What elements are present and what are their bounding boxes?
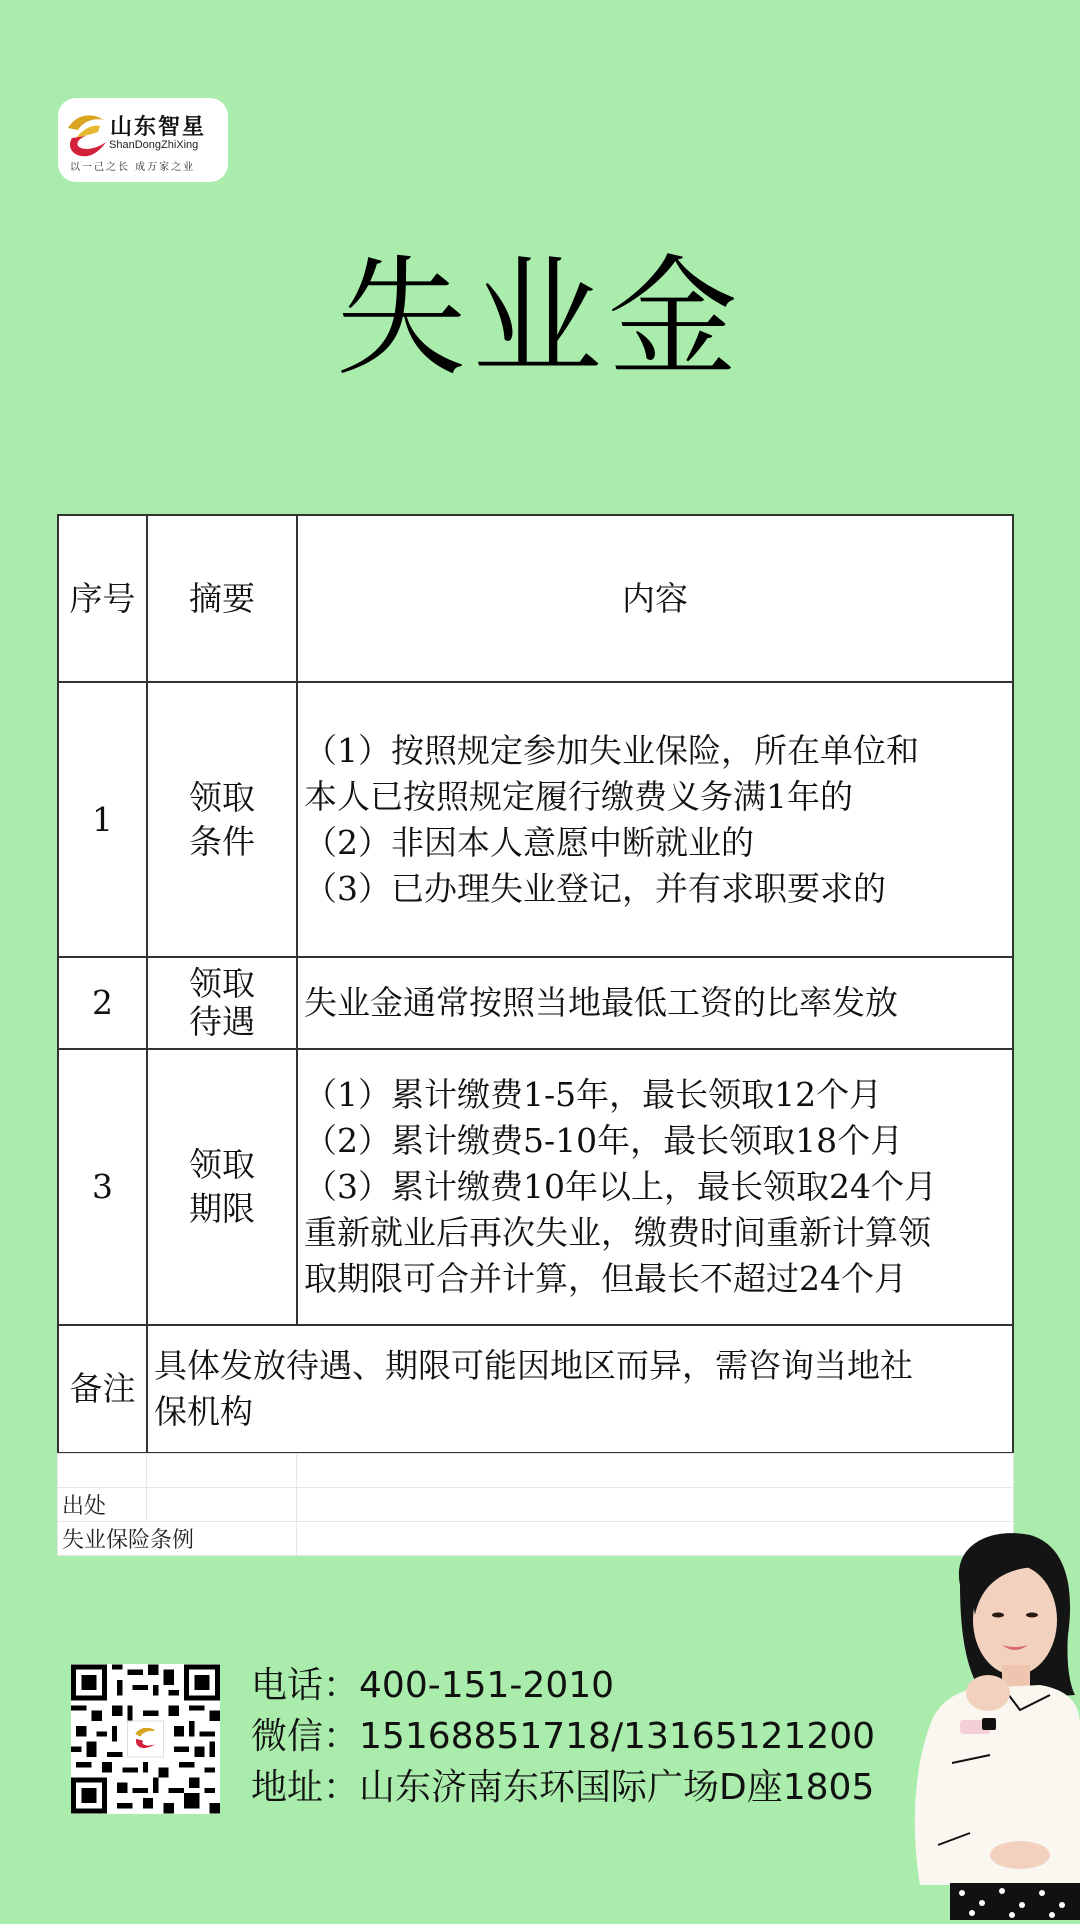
empty-row: [58, 1454, 1014, 1488]
phone-number: 400-151-2010: [359, 1665, 615, 1706]
qr-code-icon: [71, 1664, 220, 1814]
summary-line: 领取: [189, 777, 255, 817]
address-value: 山东济南东环国际广场D座1805: [359, 1767, 875, 1808]
table-header-row: [58, 515, 1013, 682]
phone-line: [251, 1660, 875, 1711]
row-summary: [147, 957, 297, 1049]
person-illustration-icon: [890, 1525, 1080, 1920]
source-value: 失业保险条例: [58, 1522, 297, 1556]
content-line: （3）累计缴费10年以上，最长领取24个月: [304, 1167, 937, 1206]
wechat-label: 微信：: [251, 1716, 360, 1757]
logo-name-cn: 山东智星: [110, 115, 207, 140]
phone-label: 电话：: [251, 1665, 360, 1706]
logo-name-en: ShanDongZhiXing: [109, 139, 199, 151]
source-label: 出处: [58, 1488, 147, 1522]
summary-line: 条件: [189, 821, 255, 861]
content-line: （1）按照规定参加失业保险，所在单位和: [304, 730, 919, 770]
content-line: （2）非因本人意愿中断就业的: [304, 822, 754, 862]
source-table: [57, 1453, 1014, 1556]
row-index: 3: [58, 1049, 147, 1325]
summary-line: 领取: [189, 964, 255, 1003]
content-line: （1）累计缴费1-5年，最长领取12个月: [304, 1075, 883, 1114]
page-title: 失业金: [335, 242, 744, 394]
header-summary: 摘要: [147, 515, 297, 682]
content-line: 重新就业后再次失业，缴费时间重新计算领: [304, 1213, 931, 1252]
company-logo: [58, 98, 228, 182]
content-line: 失业金通常按照当地最低工资的比率发放: [304, 983, 898, 1022]
header-content: 内容: [297, 515, 1013, 682]
remark-label: 备注: [58, 1325, 147, 1453]
contact-info: [251, 1660, 875, 1813]
source-label-row: [58, 1488, 1014, 1522]
table-row: [58, 957, 1013, 1049]
address-line: [251, 1762, 875, 1813]
row-content: [297, 1049, 1013, 1325]
source-value-row: [58, 1522, 1014, 1556]
content-line: 本人已按照规定履行缴费义务满1年的: [304, 776, 853, 816]
summary-line: 待遇: [189, 1002, 255, 1041]
row-content: [297, 682, 1013, 957]
logo-slogan: 以一己之长 成万家之业: [70, 162, 196, 173]
remark-line: 保机构: [154, 1392, 253, 1431]
row-summary: [147, 1049, 297, 1325]
wechat-number: 15168851718/13165121200: [359, 1716, 876, 1757]
content-line: 取期限可合并计算，但最长不超过24个月: [304, 1259, 907, 1298]
content-line: （3）已办理失业登记，并有求职要求的: [304, 868, 886, 908]
consultant-photo: [890, 1525, 1080, 1920]
row-summary: [147, 682, 297, 957]
summary-line: 期限: [189, 1189, 255, 1228]
table-row: [58, 682, 1013, 957]
logo-mark-icon: [62, 108, 110, 164]
row-index: 2: [58, 957, 147, 1049]
header-index: 序号: [58, 515, 147, 682]
address-label: 地址：: [251, 1767, 360, 1808]
content-line: （2）累计缴费5-10年，最长领取18个月: [304, 1121, 904, 1160]
row-index: 1: [58, 682, 147, 957]
table-row: [58, 1049, 1013, 1325]
summary-line: 领取: [189, 1145, 255, 1184]
qr-code: [71, 1664, 220, 1814]
remark-row: [58, 1325, 1013, 1453]
benefit-table: [57, 514, 1014, 1454]
wechat-line: [251, 1711, 875, 1762]
remark-line: 具体发放待遇、期限可能因地区而异，需咨询当地社: [154, 1346, 913, 1385]
remark-content: [147, 1325, 1013, 1453]
row-content: [297, 957, 1013, 1049]
